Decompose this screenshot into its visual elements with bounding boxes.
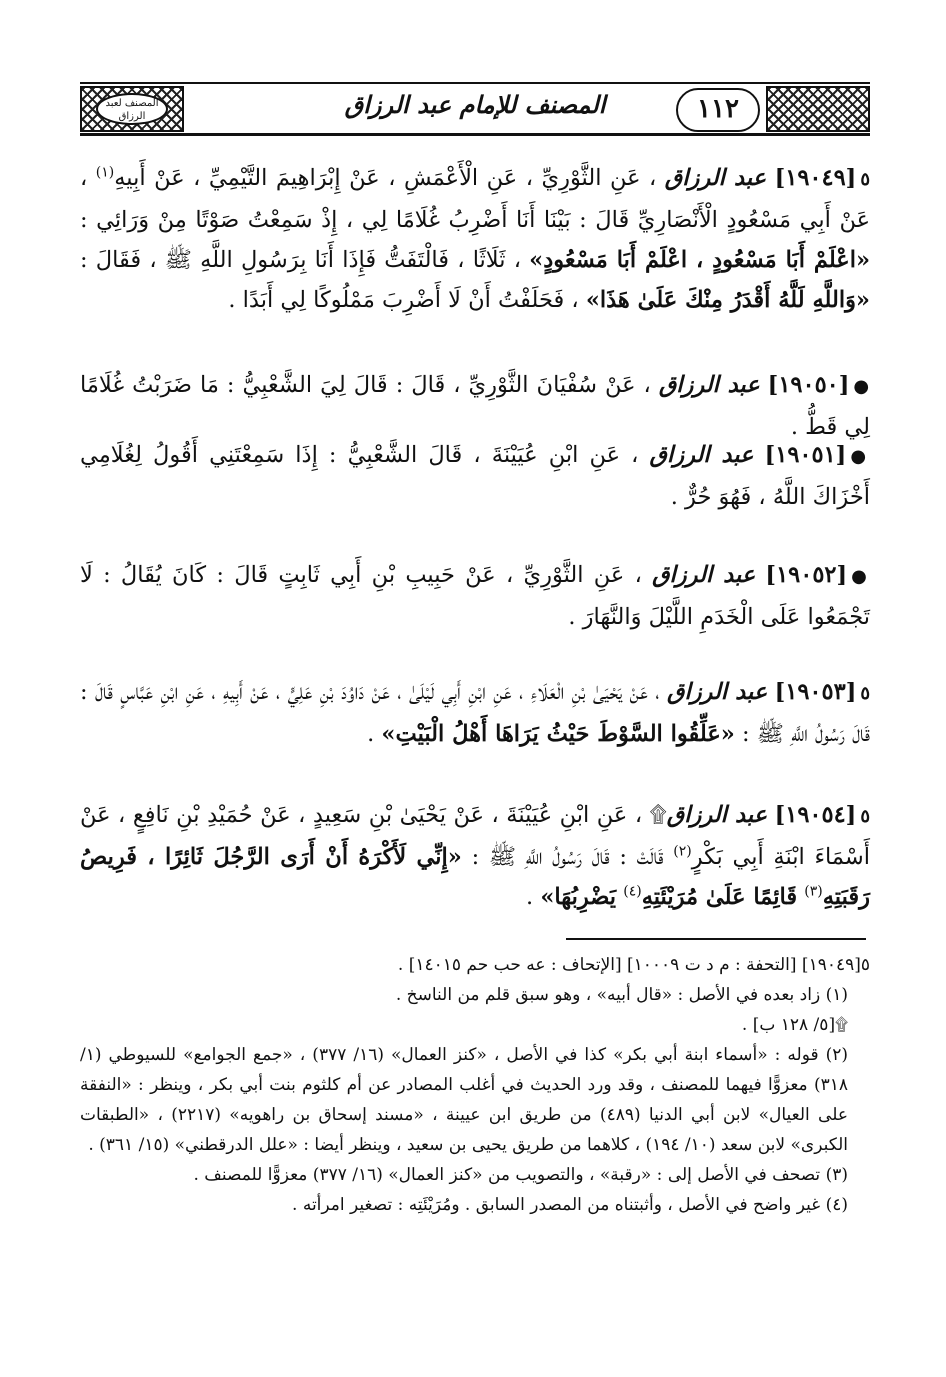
- entry-author: عبد الرزاق: [664, 165, 767, 191]
- entry-number: [١٩٠٤٩]: [774, 165, 857, 191]
- takhrij-note: ٥[١٩٠٤٩] [التحفة : م د ت ١٠٠٠٩] [الإتحاف : عه حب حم ١٤٠١٥] .: [397, 955, 870, 975]
- hadith-entry: [80, 435, 870, 517]
- running-title: المصنف للإمام عبد الرزاق: [344, 90, 606, 119]
- hadith-quote: «وَاللَّهِ لَلَّهُ أَقْدَرُ مِنْكَ عَلَىٰ هَذَا»: [585, 287, 870, 313]
- footnote-ref: (٤): [623, 883, 642, 900]
- entry-text: ، عَنْ سُفْيَانَ الثَّوْرِيِّ ، قَالَ : قَالَ لِيَ الشَّعْبِيُّ : مَا ضَرَبْتُ غُلَامًا لِي قَطُّ .: [80, 372, 870, 440]
- header-ornament-left: [80, 86, 184, 132]
- footnote-3: (٣) تصحف في الأصل إلى : «رقبة» ، والتصويب من «كنز العمال» (١٦/ ٣٧٧) معزوًّا للمصنف .: [193, 1165, 848, 1185]
- footnotes: [80, 950, 870, 1220]
- footnote-ref: (١): [95, 164, 115, 181]
- entry-marker: ●: [851, 566, 870, 587]
- entry-end: .: [526, 884, 534, 910]
- entry-text: ، عَنِ الثَّوْرِيِّ ، عَنْ حَبِيبِ بْنِ أَبِي ثَابِتٍ قَالَ : كَانَ يُقَالُ : لَا تَجْمَعُوا عَلَى الْخَدَمِ اللَّيْلَ وَالنَّهَارَ .: [80, 562, 870, 630]
- hadith-entry: [80, 672, 870, 754]
- page-number: ١١٢: [676, 88, 760, 132]
- entry-text: ، عَنِ الثَّوْرِيِّ ، عَنِ الْأَعْمَشِ ، عَنْ إِبْرَاهِيمَ التَّيْمِيِّ ، عَنْ أَبِيهِ: [114, 165, 657, 191]
- entry-author: عبد الرزاق: [666, 679, 768, 705]
- entry-marker: ٥: [860, 683, 871, 704]
- header-bottom-rule: [80, 133, 870, 136]
- entry-number: [١٩٠٥٠]: [767, 372, 850, 398]
- entry-text: ، عَنْ أَبِي مَسْعُودٍ الْأَنْصَارِيِّ قَالَ : بَيْنَا أَنَا أَضْرِبُ غُلَامًا لِي ، إِذْ سَمِعْتُ صَوْتًا مِنْ وَرَائِي :: [80, 165, 870, 233]
- entry-text: ، فَحَلَفْتُ أَنْ لَا أَضْرِبَ مَمْلُوكًا لِي أَبَدًا .: [228, 287, 579, 313]
- entry-number: [١٩٠٥٣]: [774, 679, 857, 705]
- header-ornament-right: [766, 86, 870, 132]
- ornament-text: المصنف لعبد الرزاق: [96, 93, 168, 125]
- entry-end: .: [367, 721, 375, 747]
- hadith-entry: [80, 795, 870, 917]
- hadith-quote: «اعْلَمْ أَبَا مَسْعُودٍ ، اعْلَمْ أَبَا مَسْعُودٍ»: [529, 247, 871, 273]
- entry-number: [١٩٠٥٤]: [774, 802, 857, 828]
- hadith-entry: [80, 158, 870, 320]
- footnote-ref: (٣): [804, 883, 823, 900]
- page-header: [80, 80, 870, 138]
- entry-text: قَالَتْ : قَالَ رَسُولُ اللَّهِ ﷺ :: [471, 844, 664, 870]
- footnote-separator: [566, 938, 866, 940]
- entry-marker: ٥: [860, 806, 870, 827]
- entry-number: [١٩٠٥٢]: [765, 562, 848, 588]
- entry-text: ، عَنِ ابْنِ عُيَيْنَةَ ، عَنْ يَحْيَىٰ بْنِ سَعِيدٍ ، عَنْ حُمَيْدِ بْنِ نَافِعٍ ، عَنْ أَسْمَاءَ ابْنَةِ أَبِي بَكْرٍ: [80, 802, 871, 870]
- hadith-quote: «عَلِّقُوا السَّوْطَ حَيْثُ يَرَاهَا أَهْلُ الْبَيْتِ»: [381, 721, 735, 747]
- footnote-ref: (٢): [673, 843, 692, 860]
- manuscript-page-symbol: ۩: [649, 802, 667, 828]
- manuscript-page-ref: ۩[٥/ ١٢٨ ب] .: [741, 1015, 848, 1035]
- entry-text: ، ثَلَاثًا ، فَالْتَفَتُّ فَإِذَا أَنَا بِرَسُولِ اللَّهِ ﷺ ، فَقَالَ :: [80, 247, 521, 273]
- entry-marker: ٥: [860, 169, 870, 190]
- hadith-entry: [80, 555, 870, 637]
- entry-author: عبد الرزاق: [652, 562, 756, 588]
- entry-author: عبد الرزاق: [649, 442, 754, 468]
- footnote-2: (٢) قوله : «أسماء ابنة أبي بكر» كذا في الأصل ، «كنز العمال» (١٦/ ٣٧٧) ، «جمع الجوامع» للسيوطي (١/ ٣١٨) معزوًّا فيهما للمصنف ، وقد ورد الحديث في أغلب المصادر عن أم كلثوم بنت أبي بكر ، وينظر : «النفقة على العيال» لابن أبي الدنيا (٤٨٩) من طريق ابن عيينة ، «مسند إسحاق بن راهويه» (٢٢١٧) ، «الطبقات الكبرى» لابن سعد (١٠/ ١٩٤) ، كلاهما من طريق يحيى بن سعيد ، وينظر أيضا : «علل الدرقطني» (١٥/ ٣٦١) .: [80, 1045, 849, 1155]
- entry-author: عبد الرزاق: [666, 802, 768, 828]
- hadith-quote: قَائِمًا عَلَىٰ مُرَيْئَتِهِ: [641, 884, 798, 910]
- entry-marker: ●: [853, 376, 870, 397]
- footnote-1: (١) زاد بعده في الأصل : «قال أبيه» ، وهو سبق قلم من الناسخ .: [395, 985, 848, 1005]
- entry-marker: ●: [850, 446, 870, 467]
- hadith-quote: «إِنِّي لَأَكْرَهُ أَنْ أَرَى الرَّجُلَ ثَائِرًا ، فَرِيصُ رَقَبَتِهِ: [80, 844, 870, 910]
- header-top-rule: [80, 82, 870, 84]
- entry-text: ، عَنِ ابْنِ عُيَيْنَةَ ، قَالَ الشَّعْبِيُّ : إِذَا سَمِعْتَنِي أَقُولُ لِغُلَامِي أَخْزَاكَ اللَّهُ ، فَهُوَ حُرٌّ .: [80, 442, 870, 510]
- entry-text: ، عَنْ يَحْيَىٰ بْنِ الْعَلَاءِ ، عَنِ ابْنِ أَبِي لَيْلَىٰ ، عَنْ دَاوُدَ بْنِ عَلِيٍّ ، عَنْ أَبِيهِ ، عَنِ ابْنِ عَبَّاسٍ قَالَ : قَالَ رَسُولُ اللَّهِ ﷺ :: [80, 679, 870, 747]
- hadith-quote: يَضْرِبُهَا»: [540, 884, 617, 910]
- entry-author: عبد الرزاق: [658, 372, 760, 398]
- entry-number: [١٩٠٥١]: [764, 442, 847, 468]
- footnote-4: (٤) غير واضح في الأصل ، وأثبتناه من المصدر السابق . ومُرَيْئَتِه : تصغير امرأته .: [292, 1195, 848, 1215]
